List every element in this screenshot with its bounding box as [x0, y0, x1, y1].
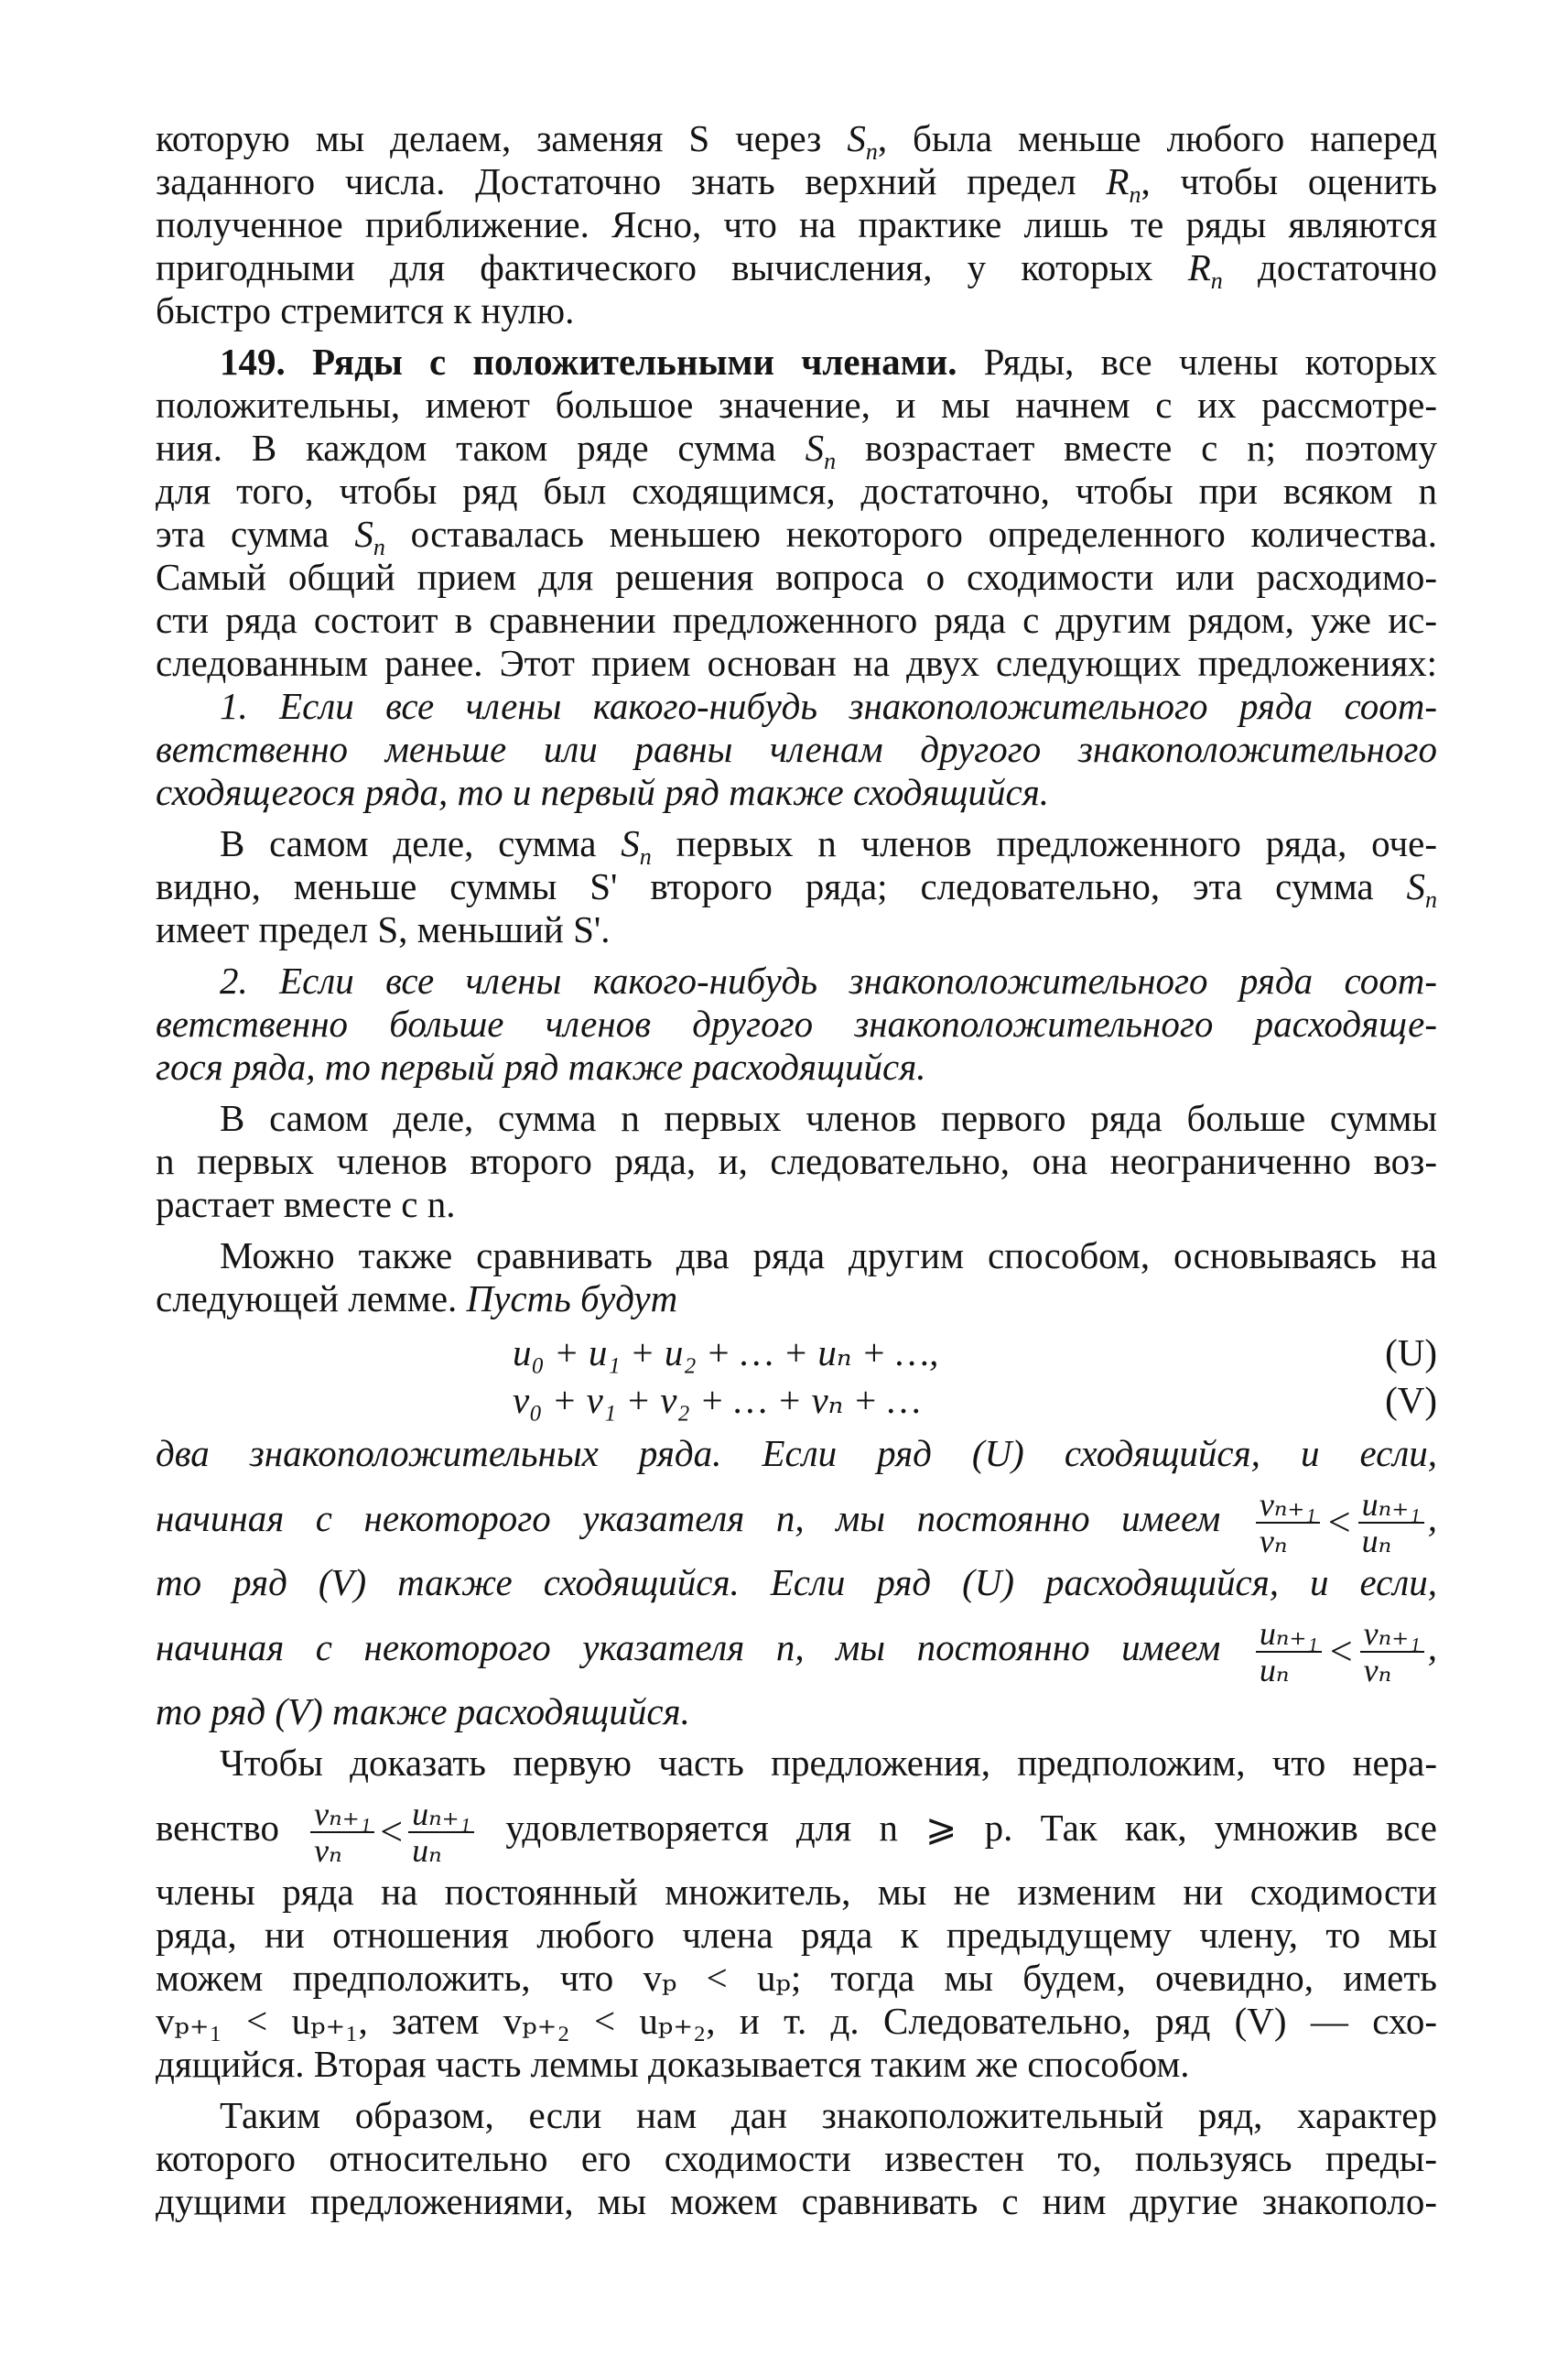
text-line: 2. Если все члены какого-нибудь знакоположительного ряда соот-: [220, 960, 1437, 1002]
text-line: Можно также сравнивать два ряда другим способом, основываясь на: [220, 1234, 1437, 1276]
fraction: [1256, 1487, 1320, 1558]
denominator: uₙ: [412, 1831, 442, 1869]
text-span: начиная с некоторого указателя n, мы постоянно имеем: [156, 1626, 1221, 1668]
series-v: [156, 1376, 1437, 1424]
text-line: дущими предложениями, мы можем сравнивать с ним другие знакополо-: [156, 2180, 1437, 2222]
fraction: [1358, 1487, 1424, 1558]
section-149: [156, 341, 1437, 685]
series-v-formula: v₀ + v₁ + v₂ + … + vₙ + …: [513, 1379, 921, 1421]
numerator: uₙ₊₁: [408, 1796, 474, 1833]
inequality: [1252, 1614, 1438, 1688]
denominator: uₙ: [1361, 1522, 1392, 1559]
book-page: [156, 117, 1437, 2223]
text-line: пригодными для фактического вычисления, у которых $R_n$ достаточно: [156, 246, 1437, 294]
proof-2: [156, 1097, 1437, 1226]
text-line: полученное приближение. Ясно, что на практике лишь те ряды являются: [156, 203, 1437, 245]
series-u: [156, 1329, 1437, 1376]
text-line: ряда, ни отношения любого члена ряда к предыдущему члену, то мы: [156, 1914, 1437, 1956]
comma: ,: [1427, 1626, 1438, 1668]
text-line: В самом деле, сумма n первых членов первого ряда больше суммы: [220, 1097, 1437, 1139]
text-line: [156, 1785, 1437, 1871]
text-line: n первых членов второго ряда, и, следовательно, она неограниченно воз-: [156, 1140, 1437, 1182]
text-line: то ряд (V) также расходящийся.: [156, 1690, 690, 1732]
text-line: растает вместе с n.: [156, 1183, 456, 1225]
series-u-tag: (U): [1385, 1331, 1437, 1373]
denominator: vₙ: [314, 1831, 342, 1869]
text-line: которого относительно его сходимости известен то, пользуясь преды-: [156, 2137, 1437, 2179]
text-line: [156, 1277, 1437, 1320]
text-span: венство: [156, 1807, 279, 1849]
final-paragraph: [156, 2094, 1437, 2223]
series-v-tag: (V): [1385, 1379, 1437, 1421]
text-line: заданного числа. Достаточно знать верхний предел $R_n$, чтобы оценить: [156, 160, 1438, 208]
inequality: [307, 1795, 478, 1869]
text-line: эта сумма $S_n$ оставалась меньшею некоторого определенного количества.: [156, 513, 1438, 560]
section-heading-line: [156, 341, 1437, 384]
text-line: [156, 1604, 1437, 1690]
text-line: В самом деле, сумма $S_n$ первых n членов предложенного ряда, оче-: [220, 822, 1438, 870]
proposition-1: [156, 685, 1437, 814]
numerator: vₙ₊₁: [310, 1796, 374, 1833]
text-line: дящийся. Вторая часть леммы доказывается таким же способом.: [156, 2043, 1190, 2085]
text-line: ния. В каждом таком ряде сумма $S_n$ возрастает вместе с n; поэтому: [156, 427, 1437, 474]
text-span: Пусть будут: [466, 1277, 678, 1319]
denominator: vₙ: [1363, 1651, 1392, 1688]
less-than-sign: <: [1326, 1628, 1355, 1674]
lemma: [156, 1432, 1437, 1733]
lemma-intro: [156, 1234, 1437, 1320]
text-line: Таким образом, если нам дан знакоположительный ряд, характер: [220, 2094, 1437, 2136]
text-line: ветственно больше членов другого знакоположительного расходяще-: [156, 1003, 1437, 1045]
inequality: [1252, 1485, 1438, 1559]
denominator: uₙ: [1259, 1651, 1290, 1688]
less-than-sign: <: [380, 1808, 404, 1854]
fraction: [1360, 1616, 1424, 1688]
text-line: положительны, имеют большое значение, и мы начнем с их рассмотре-: [156, 384, 1437, 426]
text-span: следующей лемме.: [156, 1277, 458, 1319]
text-line: быстро стремится к нулю.: [156, 289, 575, 331]
text-span: начиная с некоторого указателя n, мы постоянно имеем: [156, 1497, 1221, 1539]
numerator: vₙ₊₁: [1360, 1616, 1424, 1653]
fraction: [1256, 1616, 1322, 1688]
text-line: для того, чтобы ряд был сходящимся, достаточно, чтобы при всяком n: [156, 470, 1437, 512]
fraction: [310, 1796, 374, 1868]
text-line: сходящегося ряда, то и первый ряд также сходящийся.: [156, 771, 1050, 813]
text-span: удовлетворяется для n ⩾ p. Так как, умножив все: [505, 1807, 1437, 1849]
text-line: два знакоположительных ряда. Если ряд (U) сходящийся, и если,: [156, 1432, 1437, 1474]
text-line: 1. Если все члены какого-нибудь знакоположительного ряда соот-: [220, 685, 1437, 727]
text-line: Самый общий прием для решения вопроса о сходимости или расходимо-: [156, 556, 1437, 598]
text-line: следованным ранее. Этот прием основан на двух следующих предложениях:: [156, 642, 1437, 684]
text-line: которую мы делаем, заменяя S через $S_n$, была меньше любого наперед: [156, 117, 1437, 165]
text-line: vₚ₊₁ < uₚ₊₁, затем vₚ₊₂ < uₚ₊₂, и т. д. Следовательно, ряд (V) — схо-: [156, 2000, 1437, 2042]
intro-paragraph: [156, 117, 1437, 332]
proof-3: [156, 1742, 1437, 2086]
section-title: Ряды с положительными членами.: [311, 341, 957, 383]
text-line: видно, меньше суммы S' второго ряда; следовательно, эта сумма $S_n$: [156, 865, 1437, 913]
proof-1: [156, 822, 1437, 951]
text-line: имеет предел S, меньший S'.: [156, 908, 611, 950]
series-u-formula: u₀ + u₁ + u₂ + … + uₙ + …,: [513, 1331, 939, 1373]
text-line: можем предположить, что vₚ < uₚ; тогда мы будем, очевидно, иметь: [156, 1957, 1437, 1999]
comma: ,: [1427, 1497, 1438, 1539]
text-line: члены ряда на постоянный множитель, мы не изменим ни сходимости: [156, 1871, 1437, 1913]
less-than-sign: <: [1325, 1499, 1353, 1545]
numerator: uₙ₊₁: [1256, 1616, 1322, 1653]
proposition-2: [156, 960, 1437, 1089]
fraction: [408, 1796, 474, 1868]
denominator: vₙ: [1259, 1522, 1288, 1559]
text-line: гося ряда, то первый ряд также расходящийся.: [156, 1046, 926, 1088]
text-span: Ряды, все члены которых: [983, 341, 1437, 383]
text-line: ветственно меньше или равны членам другого знакоположительного: [156, 728, 1437, 770]
text-line: Чтобы доказать первую часть предложения, предположим, что нера-: [220, 1742, 1437, 1784]
text-line: [156, 1475, 1437, 1561]
numerator: vₙ₊₁: [1256, 1487, 1320, 1524]
section-number: 149.: [220, 341, 286, 383]
numerator: uₙ₊₁: [1358, 1487, 1424, 1524]
text-line: сти ряда состоит в сравнении предложенного ряда с другим рядом, уже ис-: [156, 599, 1437, 641]
text-line: то ряд (V) также сходящийся. Если ряд (U) расходящийся, и если,: [156, 1561, 1437, 1603]
